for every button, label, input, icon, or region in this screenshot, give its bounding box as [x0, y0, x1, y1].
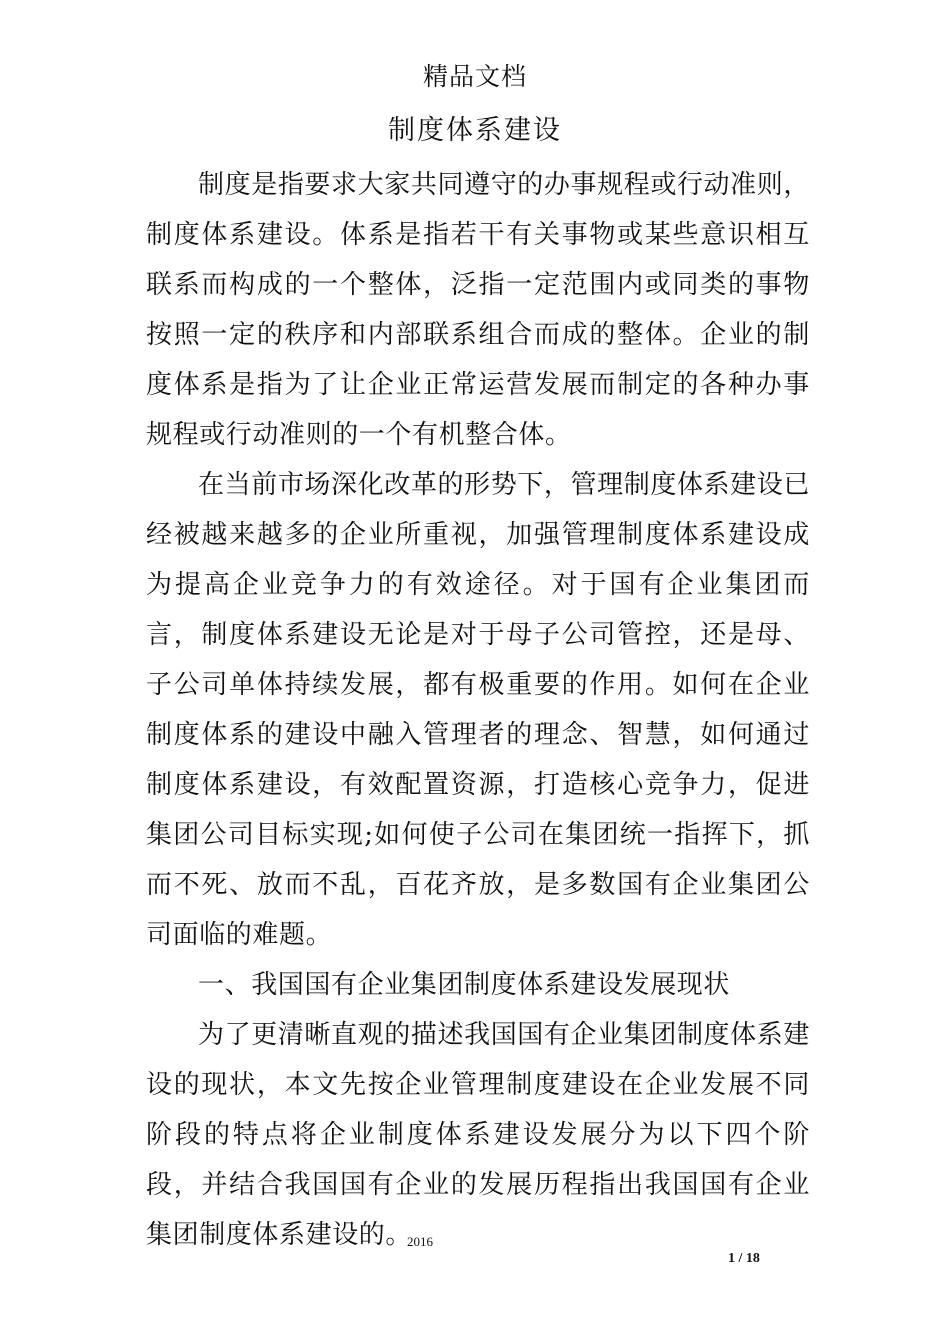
section-heading: 一、我国国有企业集团制度体系建设发展现状: [198, 970, 731, 1000]
paragraph-status: 为了更清晰直观的描述我国国有企业集团制度体系建设的现状，本文先按企业管理制度建设在企业发展不同阶段的特点将企业制度体系建设发展分为以下四个阶段，并结合我国国有企业的发展历程指出我国国有企业集团制度体系建设的。: [146, 1020, 810, 1250]
document-body: [146, 160, 810, 1260]
footer-year: 2016: [407, 1234, 433, 1249]
paragraph-definition: 制度是指要求大家共同遵守的办事规程或行动准则，制度体系建设。体系是指若干有关事物或某些意识相互联系而构成的一个整体，泛指一定范围内或同类的事物按照一定的秩序和内部联系组合而成的整体。企业的制度体系是指为了让企业正常运营发展而制定的各种办事规程或行动准则的一个有机整合体。: [146, 170, 810, 450]
document-title: 制度体系建设: [388, 115, 562, 146]
paragraph-background: 在当前市场深化改革的形势下，管理制度体系建设已经被越来越多的企业所重视，加强管理制度体系建设成为提高企业竞争力的有效途径。对于国有企业集团而言，制度体系建设无论是对于母子公司管控，还是母、子公司单体持续发展，都有极重要的作用。如何在企业制度体系的建设中融入管理者的理念、智慧，如何通过制度体系建设，有效配置资源，打造核心竞争力，促进集团公司目标实现;如何使子公司在集团统一指挥下，抓而不死、放而不乱，百花齐放，是多数国有企业集团公司面临的难题。: [146, 470, 810, 950]
page-number: 1 / 18: [728, 1251, 760, 1266]
header-watermark-text: 精品文档: [422, 62, 527, 91]
